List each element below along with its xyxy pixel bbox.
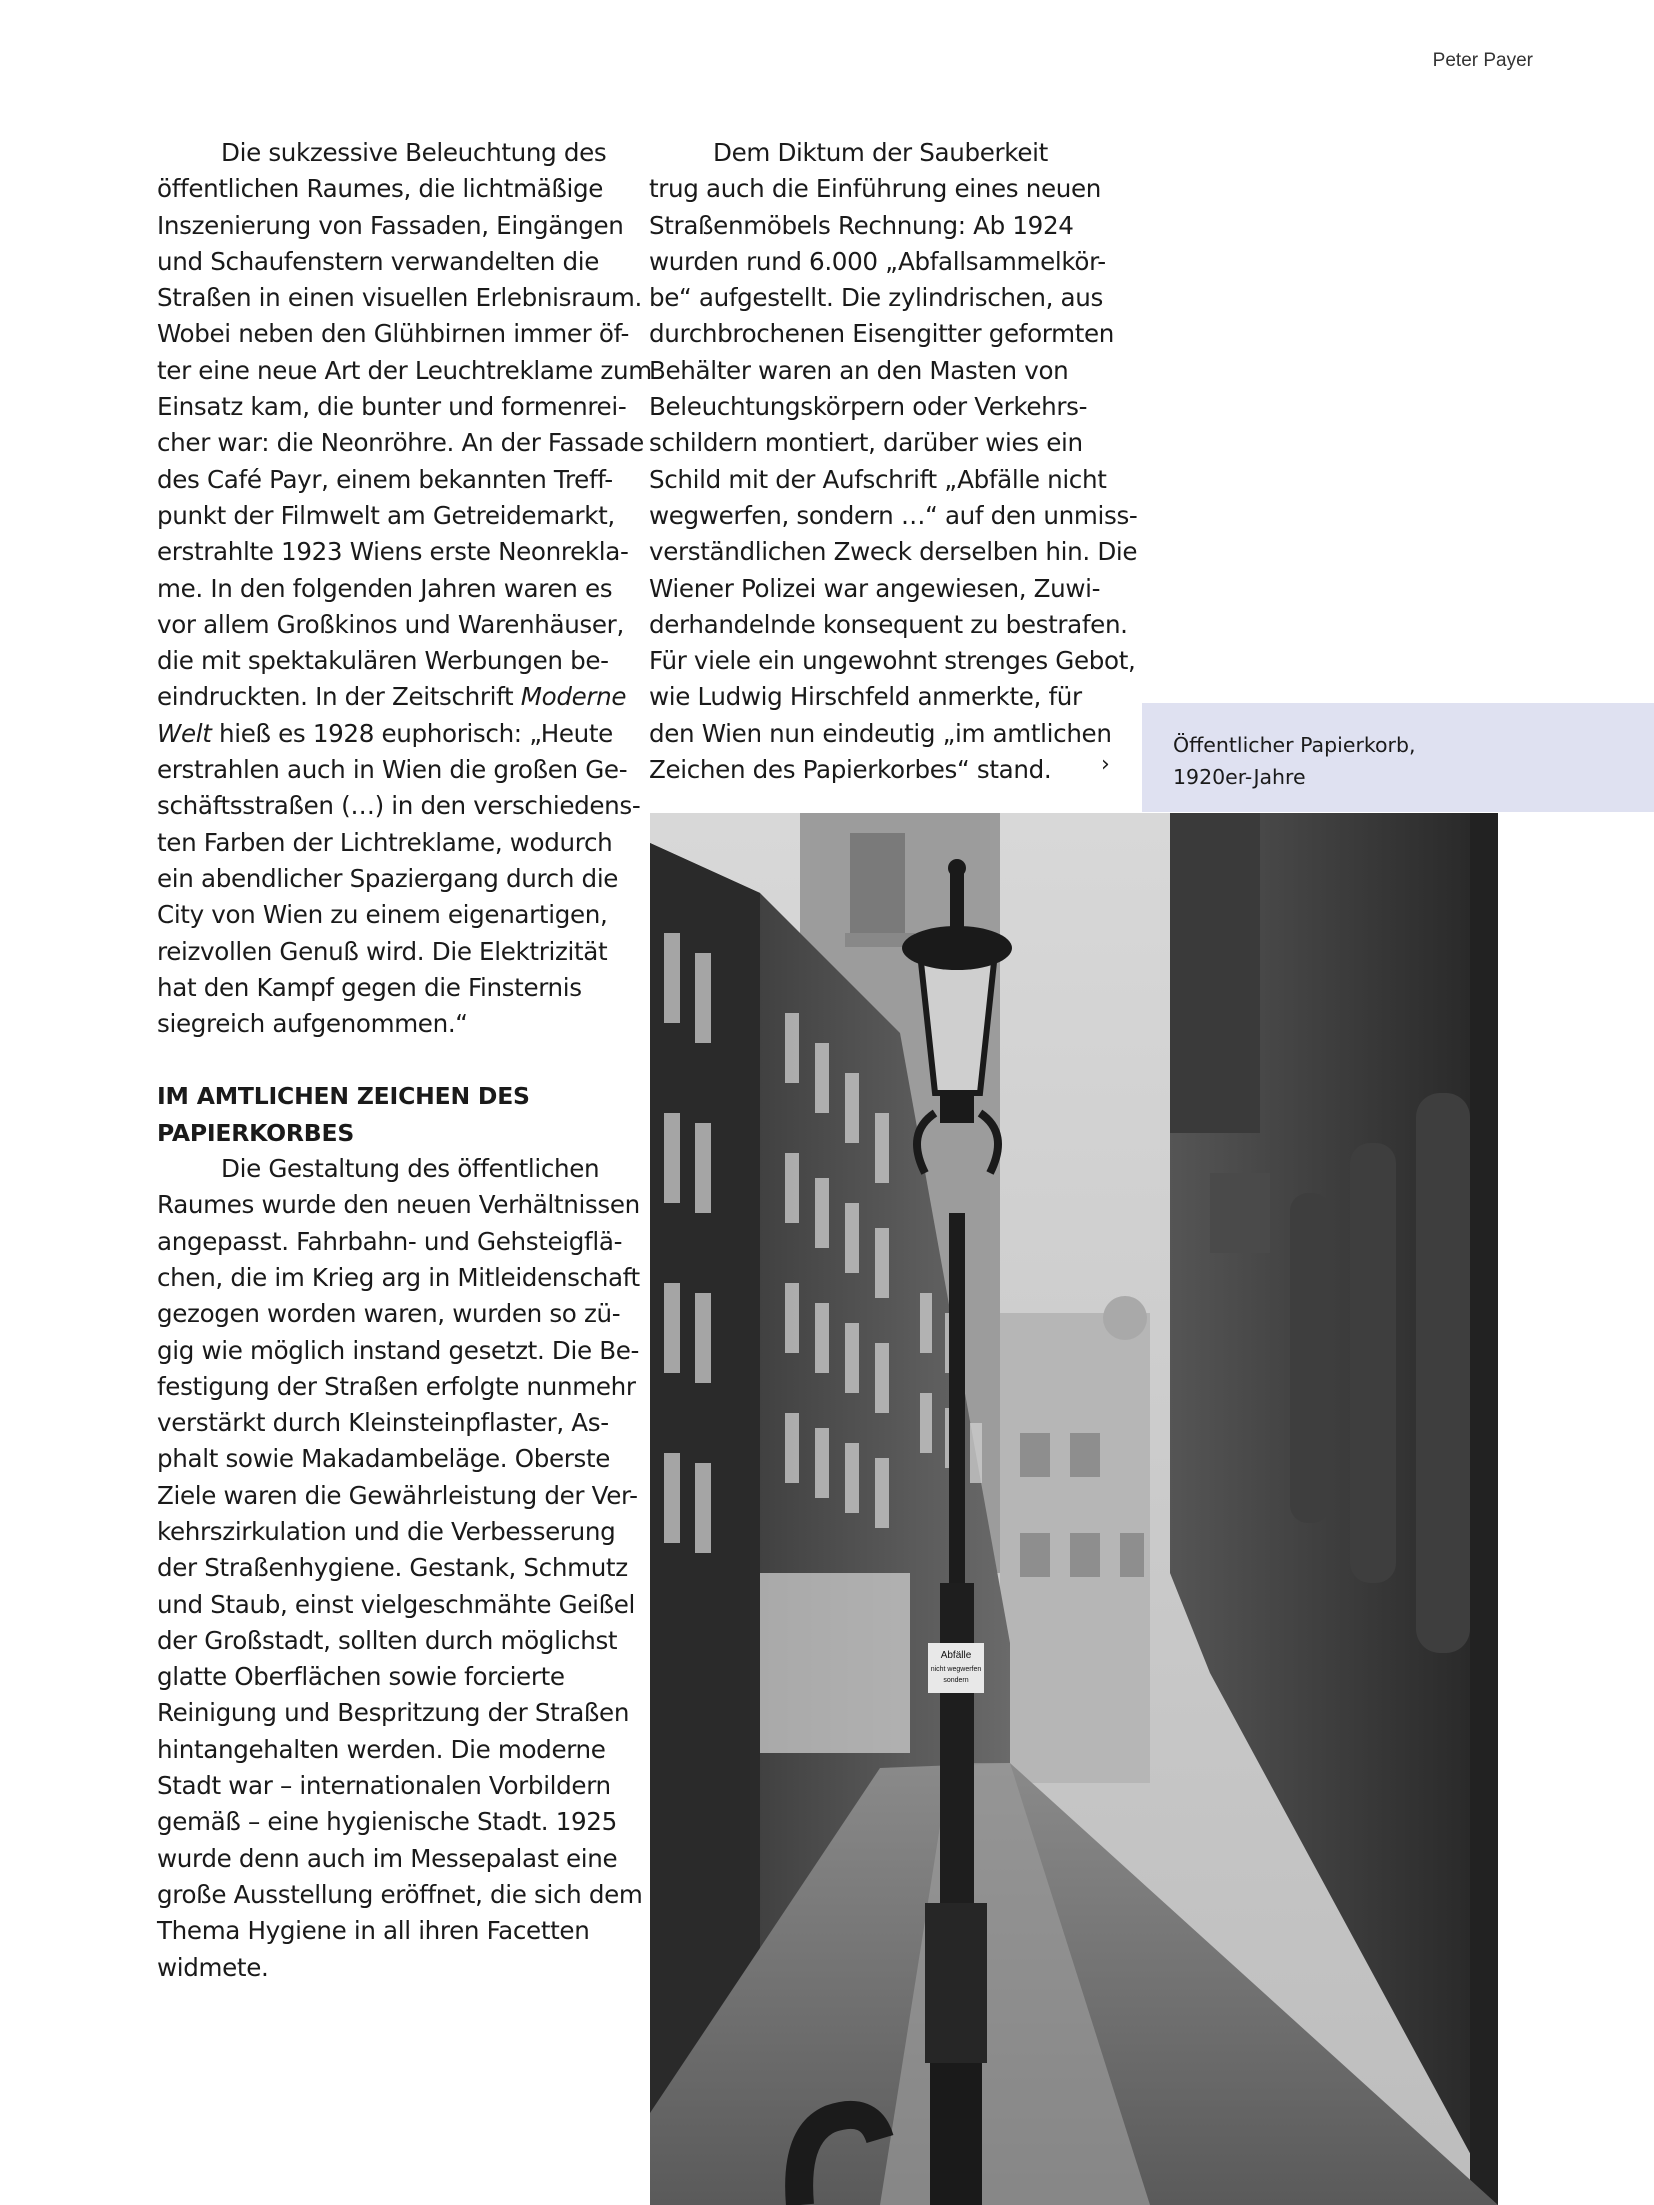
text-line: verstärkt durch Kleinsteinpflaster, As- [157,1408,609,1438]
text-line: glatte Oberflächen sowie forcierte [157,1662,565,1692]
text-line: Die sukzessive Beleuchtung des [221,138,607,167]
tower-window [850,833,905,943]
section-heading: IM AMTLICHEN ZEICHEN DES [157,1082,530,1111]
text-line: wurde denn auch im Messepalast eine [157,1843,618,1873]
right-balcony [1210,1173,1270,1253]
text-line: derhandelnde konsequent zu bestrafen. [649,609,1128,639]
text-fragment: hieß es 1928 euphorisch: „Heute [219,718,613,748]
running-header-author: Peter Payer [1432,50,1533,71]
text-line: be“ aufgestellt. Die zylindrischen, aus [649,283,1103,313]
text-line: Stadt war – internationalen Vorbildern [157,1771,611,1801]
text-line: Straßen in einen visuellen Erlebnisraum. [157,283,642,313]
text-line: hintangehalten werden. Die moderne [157,1734,606,1764]
text-line: Wiener Polizei war angewiesen, Zuwi- [649,573,1101,603]
text-line: Einsatz kam, die bunter und formenrei- [157,392,627,422]
caption-line: 1920er-Jahre [1173,765,1306,789]
text-line: und Schaufenstern verwandelten die [157,246,600,276]
sign-text: Abfälle [940,1650,972,1661]
middle-text-column [649,135,1138,788]
sign-text: nicht wegwerfen [930,1666,982,1673]
text-line: öffentlichen Raumes, die lichtmäßige [157,174,604,204]
text-line: trug auch die Einführung eines neuen [649,174,1101,204]
text-line: cher war: die Neonröhre. An der Fassade [157,428,644,458]
text-line: City von Wien zu einem eigenartigen, [157,900,608,930]
text-line: der Straßenhygiene. Gestank, Schmutz [157,1553,628,1583]
left-text-column [157,135,652,1986]
text-line: erstrahlen auch in Wien die großen Ge- [157,755,628,785]
text-line: wie Ludwig Hirschfeld anmerkte, für [649,682,1082,712]
paragraph-gap [157,1042,627,1078]
text-line: Behälter waren an den Masten von [649,355,1069,385]
text-line: gemäß – eine hygienische Stadt. 1925 [157,1807,617,1837]
text-line: die mit spektakulären Werbungen be- [157,646,609,676]
text-line: Schild mit der Aufschrift „Abfälle nicht [649,464,1107,494]
text-line: durchbrochenen Eisengitter geformten [649,319,1115,349]
text-line: wurden rund 6.000 „Abfallsammelkör- [649,246,1106,276]
caption-line: Öffentlicher Papierkorb, [1173,733,1416,757]
text-line: den Wien nun eindeutig „im amtlichen [649,718,1112,748]
text-line [157,679,627,715]
text-line: ten Farben der Lichtreklame, wodurch [157,827,613,857]
text-fragment: eindruckten. In der Zeitschrift [157,682,514,712]
text-line: me. In den folgenden Jahren waren es [157,573,613,603]
left-shopfront [760,1573,910,1753]
right-drainpipe [1470,813,1498,2205]
street-photo-illustration [650,813,1498,2205]
photo-caption [1142,703,1654,812]
text-line: ter eine neue Art der Leuchtreklame zum [157,355,652,385]
text-line: Für viele ein ungewohnt strenges Gebot, [649,646,1136,676]
text-line: vor allem Großkinos und Warenhäuser, [157,609,624,639]
text-line: angepasst. Fahrbahn- und Gehsteigflä- [157,1226,623,1256]
text-line: Ziele waren die Gewährleistung der Ver- [157,1480,638,1510]
distant-clock [1103,1296,1147,1340]
text-line: Raumes wurde den neuen Verhältnissen [157,1190,640,1220]
right-building-corner [1170,813,1260,1133]
text-line: Inszenierung von Fassaden, Eingängen [157,210,624,240]
text-line: ein abendlicher Spaziergang durch die [157,863,619,893]
street-photo [650,813,1498,2205]
text-line: siegreich aufgenommen.“ [157,1009,468,1039]
section-heading: PAPIERKORBES [157,1118,355,1147]
text-line: phalt sowie Makadambeläge. Oberste [157,1444,611,1474]
text-line: schäftsstraßen (…) in den verschiedens- [157,791,641,821]
sign-text: sondern [943,1677,969,1684]
text-line: Wobei neben den Glühbirnen immer öf- [157,319,630,349]
text-line: große Ausstellung eröffnet, die sich dem [157,1879,643,1909]
text-line: des Café Payr, einem bekannten Treff- [157,464,613,494]
magazine-title-italic: Moderne [520,682,627,712]
text-line: schildern montiert, darüber wies ein [649,428,1083,458]
text-line: kehrszirkulation und die Verbesserung [157,1516,616,1546]
continue-arrow-icon: › [1101,752,1110,777]
text-line: gezogen worden waren, wurden so zü- [157,1299,621,1329]
text-line: Reinigung und Bespritzung der Straßen [157,1698,630,1728]
text-line: und Staub, einst vielgeschmähte Geißel [157,1589,635,1619]
text-line: punkt der Filmwelt am Getreidemarkt, [157,500,615,530]
text-line: festigung der Straßen erfolgte nunmehr [157,1371,636,1401]
text-line: hat den Kampf gegen die Finsternis [157,972,582,1002]
text-line: Die Gestaltung des öffentlichen [221,1154,600,1184]
text-line: reizvollen Genuß wird. Die Elektrizität [157,936,608,966]
text-line: Thema Hygiene in all ihren Facetten [157,1916,590,1946]
text-line [157,716,627,752]
text-line: gig wie möglich instand gesetzt. Die Be- [157,1335,640,1365]
text-line: widmete. [157,1952,269,1982]
text-line: Beleuchtungskörpern oder Verkehrs- [649,392,1088,422]
text-line: Straßenmöbels Rechnung: Ab 1924 [649,210,1074,240]
text-line: Dem Diktum der Sauberkeit [713,138,1048,167]
text-line: chen, die im Krieg arg in Mitleidenschaft [157,1262,640,1292]
text-line: Zeichen des Papierkorbes“ stand. [649,755,1052,785]
text-line: erstrahlte 1923 Wiens erste Neonrekla- [157,537,629,567]
text-line: wegwerfen, sondern …“ auf den unmiss- [649,500,1138,530]
magazine-title-italic: Welt [157,718,212,748]
text-line: der Großstadt, sollten durch möglichst [157,1625,618,1655]
text-line: verständlichen Zweck derselben hin. Die [649,537,1138,567]
